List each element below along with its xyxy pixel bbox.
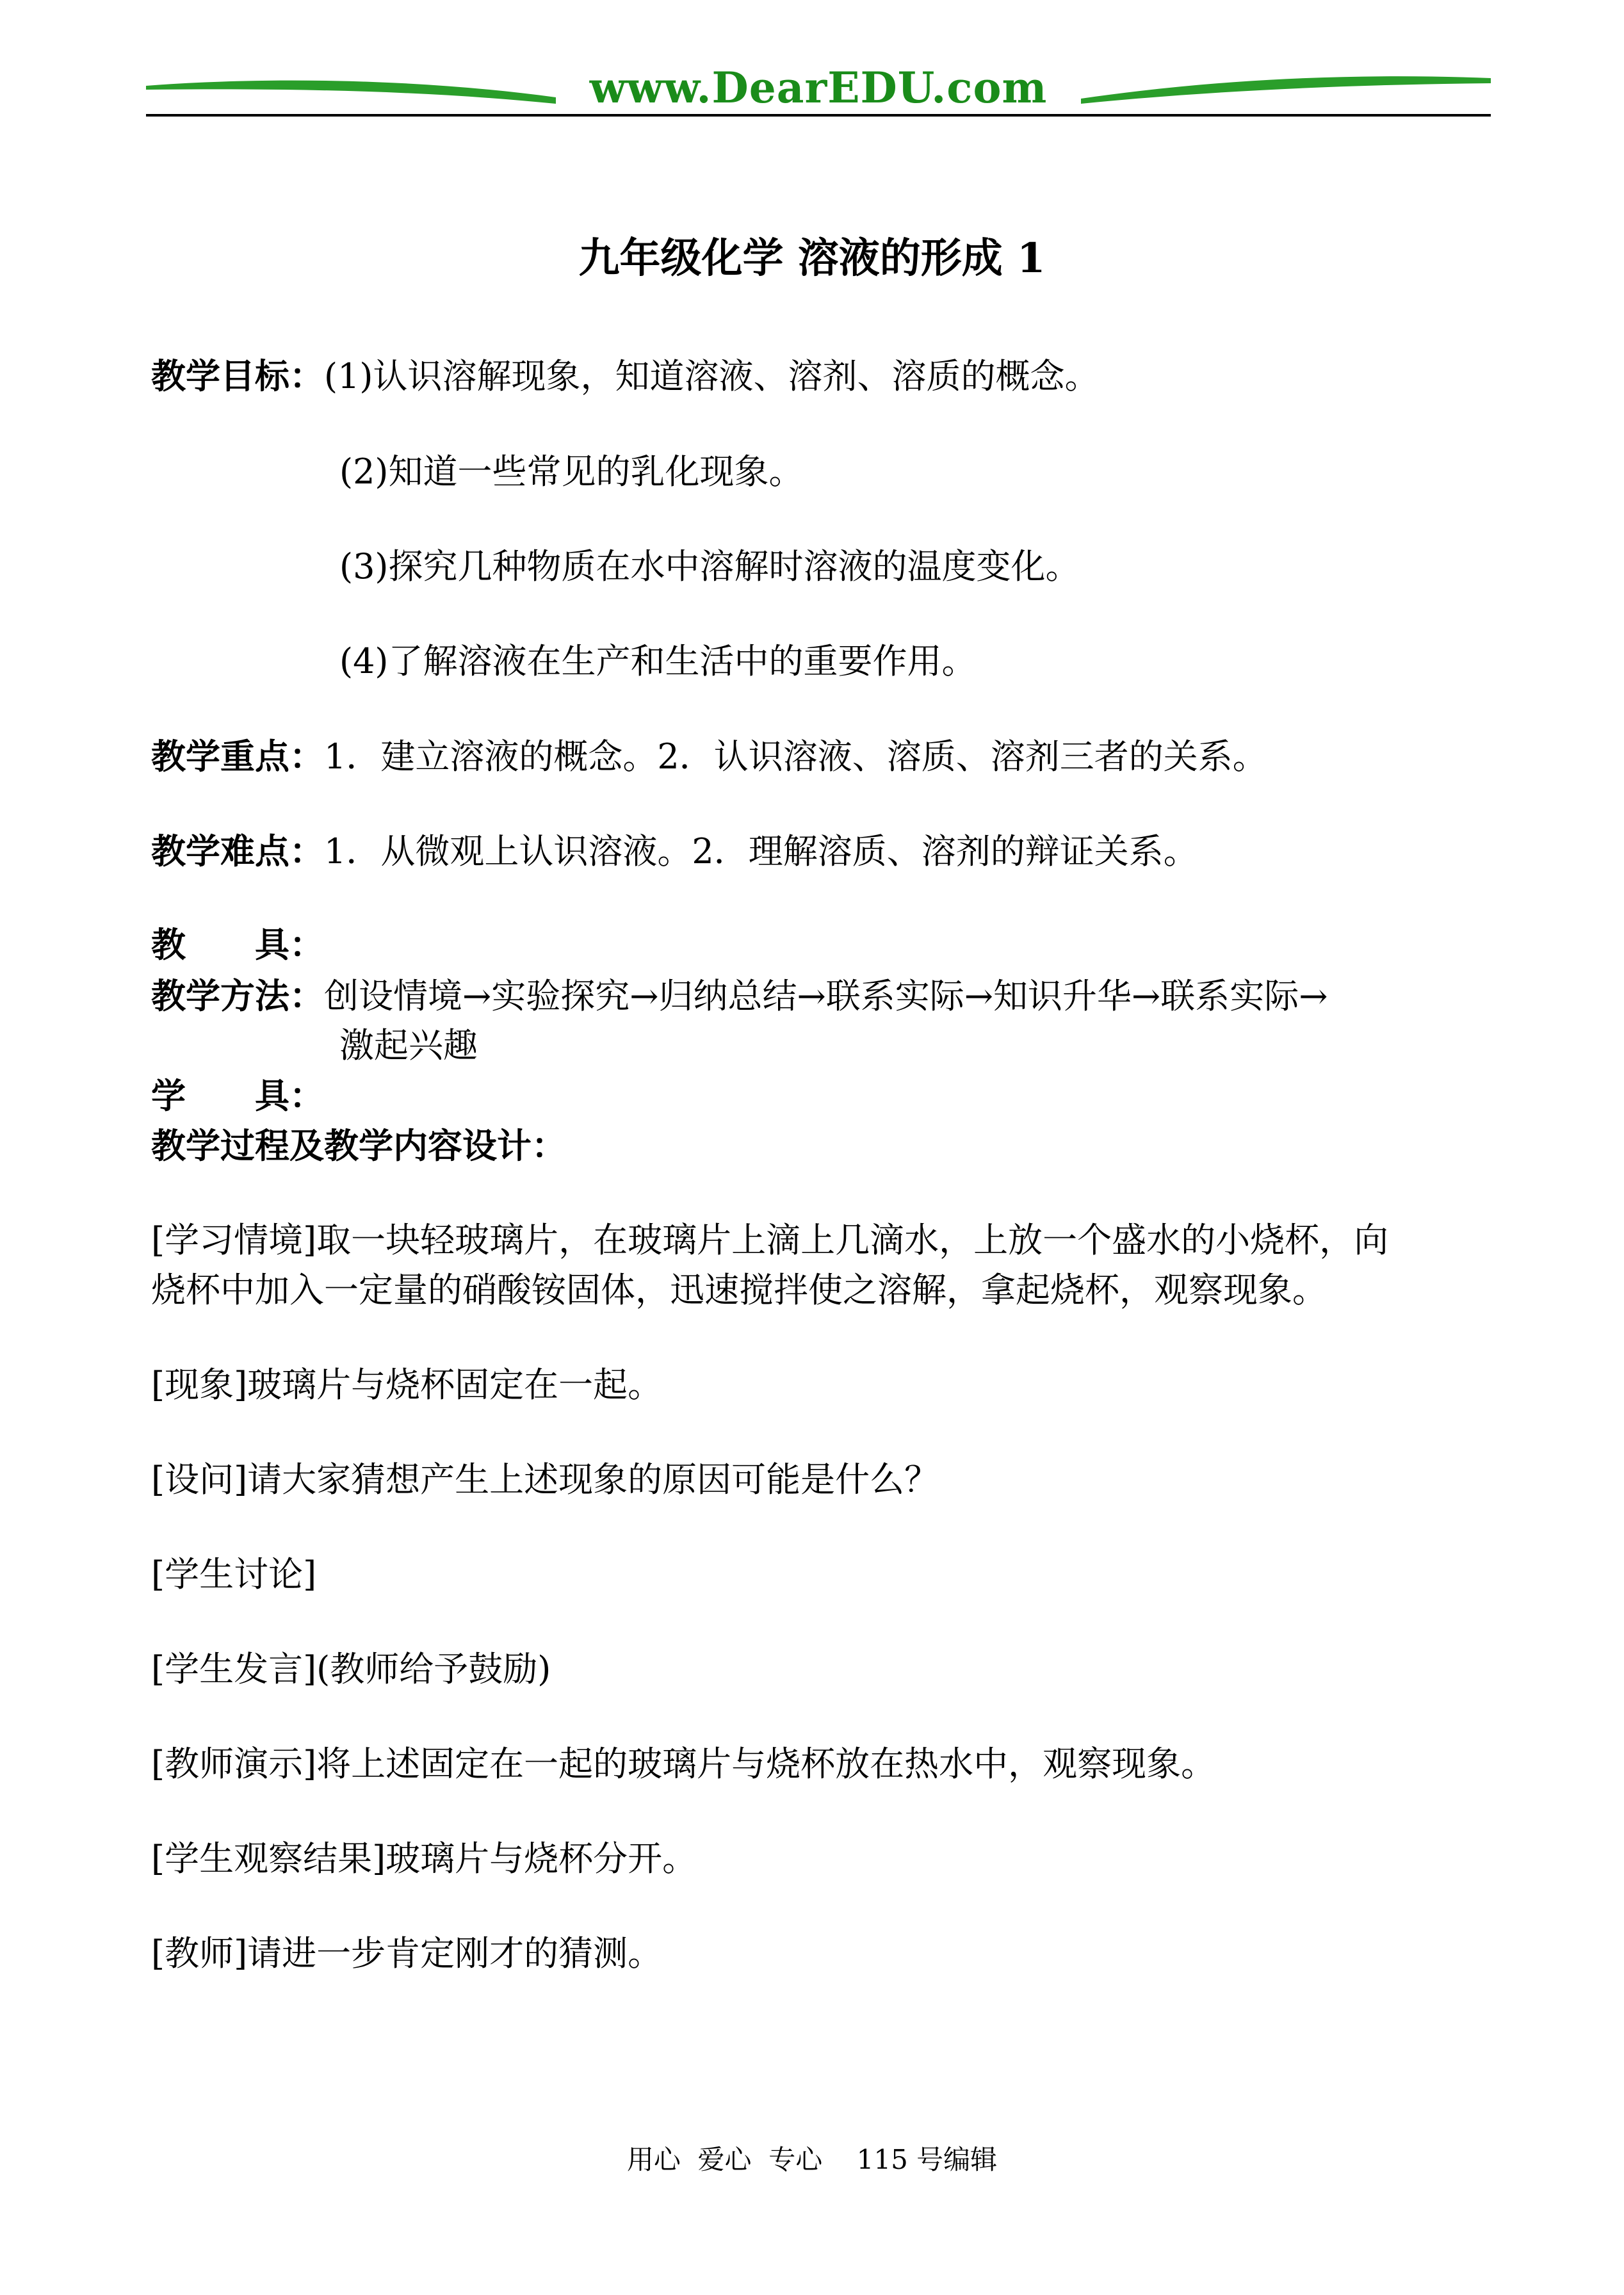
site-name[interactable]: www.DearEDU.com [589, 63, 1048, 113]
question-line: [设问]请大家猜想产生上述现象的原因可能是什么？ [151, 1459, 939, 1500]
difficulties-text: 1．从微观上认识溶液。2．理解溶质、溶剂的辩证关系。 [324, 831, 1198, 872]
discussion-line: [学生讨论] [151, 1554, 317, 1594]
key-points-row [151, 731, 1267, 782]
methods-label: 教学方法： [151, 975, 324, 1016]
situation-line-2: 烧杯中加入一定量的硝酸铵固体，迅速搅拌使之溶解，拿起烧杯，观察现象。 [151, 1270, 1327, 1310]
objective-item-4: (4)了解溶液在生产和生活中的重要作用。 [339, 641, 977, 681]
demo-line: [教师演示]将上述固定在一起的玻璃片与烧杯放在热水中，观察现象。 [151, 1744, 1216, 1784]
teacher-line: [教师]请进一步肯定刚才的猜测。 [151, 1933, 663, 1974]
objective-item-3: (3)探究几种物质在水中溶解时溶液的温度变化。 [339, 546, 1080, 587]
methods-row [151, 971, 1328, 1021]
methods-text-line2: 激起兴趣 [339, 1025, 478, 1066]
student-tools-label: 学 具： [151, 1075, 324, 1116]
difficulties-label: 教学难点： [151, 831, 324, 872]
result-line: [学生观察结果]玻璃片与烧杯分开。 [151, 1838, 697, 1879]
page-footer: 用心 爱心 专心 115 号编辑 [626, 2144, 998, 2175]
difficulties-row [151, 826, 1198, 877]
teaching-tools-label: 教 具： [151, 924, 324, 965]
page-title: 九年级化学 溶液的形成 1 [578, 234, 1046, 282]
objective-item-1: (1)认识溶解现象，知道溶液、溶剂、溶质的概念。 [324, 356, 1100, 396]
page-header [146, 59, 1491, 123]
process-label: 教学过程及教学内容设计： [151, 1125, 566, 1166]
methods-text-line1: 创设情境→实验探究→归纳总结→联系实际→知识升华→联系实际→ [324, 976, 1328, 1016]
objective-item-2: (2)知道一些常见的乳化现象。 [339, 451, 804, 492]
header-rule [146, 114, 1491, 117]
objectives-row [151, 351, 1100, 401]
key-points-text: 1．建立溶液的概念。2．认识溶液、溶质、溶剂三者的关系。 [324, 736, 1267, 777]
key-points-label: 教学重点： [151, 736, 324, 777]
situation-line-1: [学习情境]取一块轻玻璃片，在玻璃片上滴上几滴水，上放一个盛水的小烧杯，向 [151, 1220, 1389, 1260]
phenomenon-line: [现象]玻璃片与烧杯固定在一起。 [151, 1365, 663, 1405]
speech-line: [学生发言](教师给予鼓励) [151, 1649, 551, 1689]
objectives-label: 教学目标： [151, 355, 324, 396]
